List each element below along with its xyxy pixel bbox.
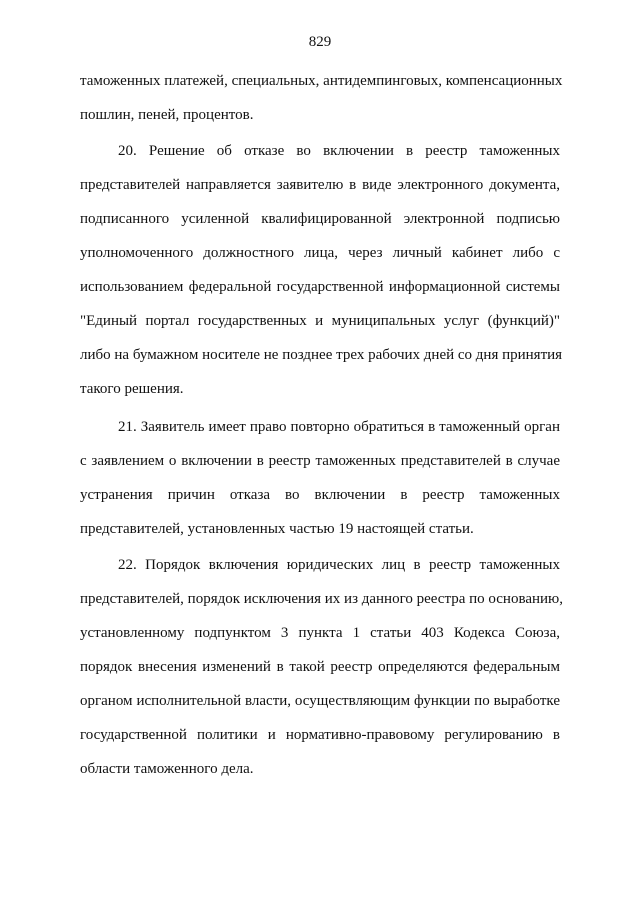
page-number: 829 bbox=[308, 34, 332, 50]
text-line: порядок внесения изменений в такой реестр определяются федеральным bbox=[80, 659, 560, 675]
text-line: уполномоченного должностного лица, через личный кабинет либо с bbox=[80, 245, 560, 261]
text-line: использованием федеральной государственной информационной системы bbox=[80, 279, 560, 295]
text-line: 22. Порядок включения юридических лиц в реестр таможенных bbox=[118, 557, 560, 573]
text-line: "Единый портал государственных и муниципальных услуг (функций)" bbox=[80, 313, 560, 329]
text-line: подписанного усиленной квалифицированной электронной подписью bbox=[80, 211, 560, 227]
text-line: государственной политики и нормативно-правовому регулированию в bbox=[80, 727, 560, 743]
paragraph-continuation bbox=[80, 64, 563, 132]
text-line: представителей, установленных частью 19 настоящей статьи. bbox=[80, 521, 474, 537]
text-line: 20. Решение об отказе во включении в реестр таможенных bbox=[118, 143, 560, 159]
paragraph-item-22 bbox=[80, 548, 563, 786]
text-line: 21. Заявитель имеет право повторно обратиться в таможенный орган bbox=[118, 419, 560, 435]
text-line: пошлин, пеней, процентов. bbox=[80, 107, 254, 123]
text-line: такого решения. bbox=[80, 381, 184, 397]
text-line: либо на бумажном носителе не позднее трех рабочих дней со дня принятия bbox=[80, 347, 563, 363]
text-line: с заявлением о включении в реестр таможенных представителей в случае bbox=[80, 453, 560, 469]
paragraph-item-21 bbox=[80, 410, 560, 546]
text-line: представителей направляется заявителю в виде электронного документа, bbox=[80, 177, 560, 193]
text-line: устранения причин отказа во включении в реестр таможенных bbox=[80, 487, 560, 503]
text-line: таможенных платежей, специальных, антидемпинговых, компенсационных bbox=[80, 73, 563, 89]
text-line: органом исполнительной власти, осуществляющим функции по выработке bbox=[80, 693, 560, 709]
text-line: области таможенного дела. bbox=[80, 761, 254, 777]
text-line: установленному подпунктом 3 пункта 1 статьи 403 Кодекса Союза, bbox=[80, 625, 560, 641]
text-line: представителей, порядок исключения их из данного реестра по основанию, bbox=[80, 591, 563, 607]
paragraph-item-20 bbox=[80, 134, 563, 406]
